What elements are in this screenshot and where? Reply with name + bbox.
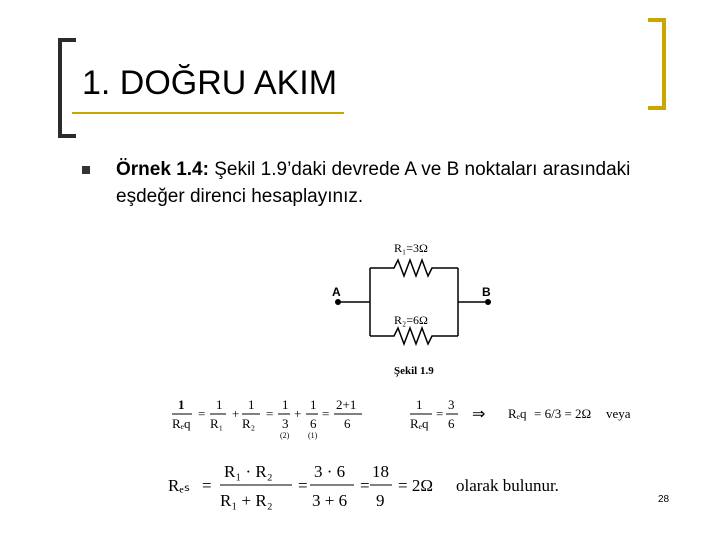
f1-r1: R₁: [210, 416, 224, 431]
f1-one-b: 1: [216, 397, 223, 412]
svg-text:=: =: [266, 406, 274, 421]
resistor-r1: [370, 260, 458, 276]
f1-req: Rₑq: [172, 416, 191, 431]
f2-lhs: Rₑₛ: [168, 476, 191, 495]
node-b-dot: [485, 299, 491, 305]
title-underline: [72, 112, 344, 114]
f1-mult-2: (2): [280, 431, 290, 440]
f1-veya: veya: [606, 406, 631, 421]
circuit-diagram: [318, 234, 518, 380]
f1-result: = 6/3 = 2Ω: [534, 406, 592, 421]
page-number: 28: [658, 494, 670, 505]
title-bracket-right: [648, 18, 666, 110]
f1-three: 3: [282, 416, 289, 431]
f1-six-c: 6: [448, 416, 455, 431]
formula-line-2: [166, 458, 586, 518]
f1-one-c: 1: [248, 397, 255, 412]
title-bracket-left: [58, 38, 76, 138]
r2-label: R₂=6Ω: [394, 313, 428, 327]
f2-tail: olarak bulunur.: [456, 476, 559, 495]
f1-req-c: Rₑq: [508, 406, 527, 421]
example-text: [116, 156, 676, 210]
f1-two-plus-one: 2+1: [336, 397, 357, 412]
r1-label: R₁=3Ω: [394, 241, 428, 255]
formula-line-1: [170, 392, 650, 442]
svg-text:=: =: [202, 476, 212, 495]
svg-text:+: +: [232, 406, 240, 421]
svg-text:=: =: [198, 406, 206, 421]
svg-text:+: +: [294, 406, 302, 421]
f1-mult-1: (1): [308, 431, 318, 440]
slide-title: 1. DOĞRU AKIM: [82, 64, 338, 102]
f2-num: R₁ · R₂: [224, 462, 273, 481]
f1-one-a: 1: [178, 397, 185, 412]
f1-three-b: 3: [448, 397, 455, 412]
example-label: Örnek 1.4:: [116, 159, 209, 180]
f2-num2: 3 · 6: [314, 462, 346, 481]
f1-one-e: 1: [310, 397, 317, 412]
f1-six-b: 6: [344, 416, 351, 431]
svg-text:=: =: [436, 406, 444, 421]
bullet-square-icon: [82, 166, 90, 174]
f2-num3: 18: [372, 462, 389, 481]
figure-caption: Şekil 1.9: [394, 365, 434, 377]
resistor-r2: [370, 328, 458, 344]
f2-den3: 9: [376, 491, 385, 510]
implies-arrow-icon: ⇒: [472, 406, 486, 423]
f1-six: 6: [310, 416, 317, 431]
svg-text:=: =: [360, 476, 370, 495]
f1-one-f: 1: [416, 397, 423, 412]
svg-text:=: =: [298, 476, 308, 495]
f1-req-b: Rₑq: [410, 416, 429, 431]
node-a-label: A: [332, 285, 341, 299]
f1-r2: R₂: [242, 416, 256, 431]
node-a-dot: [335, 299, 341, 305]
f2-den: R₁ + R₂: [220, 491, 273, 510]
f2-result: = 2Ω: [398, 476, 433, 495]
f1-one-d: 1: [282, 397, 289, 412]
example-body: Şekil 1.9’daki devrede A ve B noktaları arasındaki eşdeğer direnci hesaplayınız.: [116, 159, 631, 207]
svg-text:=: =: [322, 406, 330, 421]
node-b-label: B: [482, 285, 491, 299]
f2-den2: 3 + 6: [312, 491, 348, 510]
